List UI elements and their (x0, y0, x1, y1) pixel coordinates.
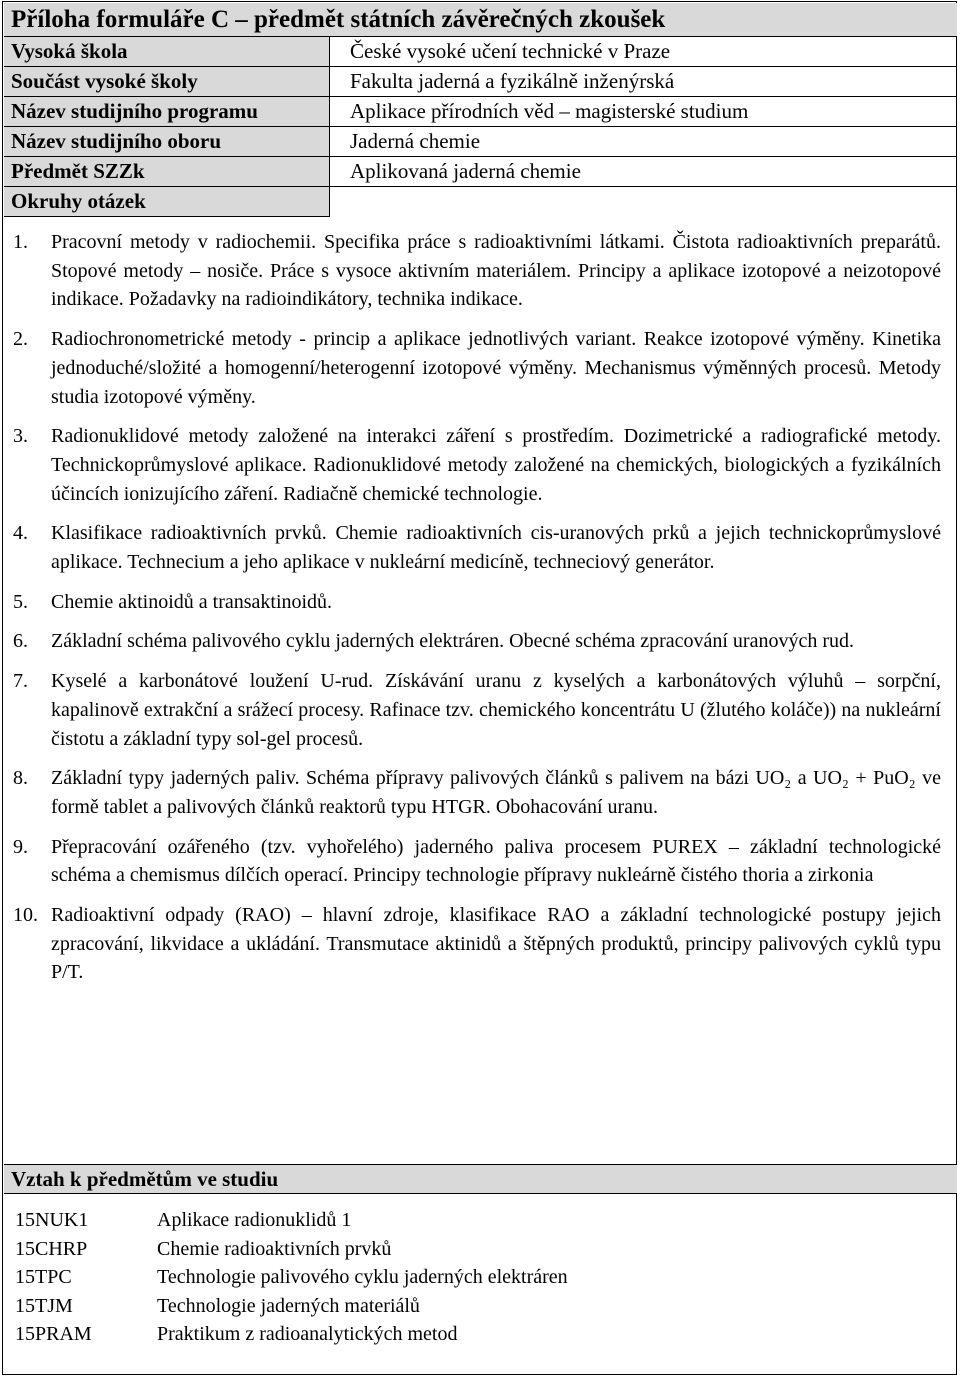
course-name: Praktikum z radioanalytických metod (157, 1323, 458, 1345)
course-row (15, 1235, 568, 1264)
question-text: Radiochronometrické metody - princip a aplikace jednotlivých variant. Reakce izotopové výměny. Kinetika jednoduché/složité a homogenní/heterogenní izotopové výměny. Mechanismus výměnných procesů. Metody studia izotopové výměny. (51, 328, 941, 408)
meta-label: Název studijního programu (4, 97, 330, 127)
meta-value: Aplikace přírodních věd – magisterské studium (330, 97, 957, 127)
meta-label: Předmět SZZk (4, 157, 330, 187)
question-number: 5. (13, 590, 28, 613)
course-name: Technologie palivového cyklu jaderných elektráren (157, 1266, 568, 1288)
question-text: Klasifikace radioaktivních prvků. Chemie radioaktivních cis-uranových prků a jejich technickoprůmyslové aplikace. Technecium a jeho aplikace v nukleární medicíně, techneciový generátor. (51, 522, 941, 574)
course-row (15, 1263, 568, 1292)
question-item (13, 228, 941, 314)
question-number: 1. (13, 231, 28, 253)
course-name: Technologie jaderných materiálů (157, 1294, 420, 1317)
document-frame (2, 1, 957, 1375)
course-row (15, 1292, 568, 1321)
document-title: Příloha formuláře C – předmět státních závěrečných zkoušek (4, 3, 957, 37)
question-item (13, 422, 941, 508)
question-list (13, 228, 941, 998)
question-text: Základní typy jaderných paliv. Schéma přípravy palivových článků s palivem na bázi UO₂ a UO₂ + PuO₂ ve formě tablet a palivových článků reaktorů typu HTGR. Obohacování uranu. (51, 767, 941, 818)
question-number: 4. (13, 522, 28, 545)
course-code: 15NUK1 (15, 1209, 89, 1231)
question-text: Přepracování ozářeného (tzv. vyhořelého) jaderného paliva procesem PUREX – základní technologické schéma a chemismus dílčích operací. Principy technologie přípravy nukleárně čistého thoria a zirkonia (51, 835, 941, 887)
question-number: 6. (13, 630, 28, 653)
meta-value: Aplikovaná jaderná chemie (330, 157, 957, 187)
topics-heading: Okruhy otázek (4, 187, 330, 217)
question-number: 10. (13, 904, 38, 927)
question-item (13, 667, 941, 753)
question-number: 7. (13, 670, 28, 693)
course-name: Chemie radioaktivních prvků (157, 1237, 392, 1260)
question-item (13, 588, 941, 617)
question-item (13, 325, 941, 411)
question-item (13, 833, 941, 890)
question-number: 3. (13, 425, 28, 448)
course-row (15, 1206, 568, 1235)
meta-label: Vysoká škola (4, 37, 330, 67)
meta-value: Fakulta jaderná a fyzikálně inženýrská (330, 67, 957, 97)
meta-label: Součást vysoké školy (4, 67, 330, 97)
meta-label: Název studijního oboru (4, 127, 330, 157)
question-item (13, 764, 941, 821)
question-number: 9. (13, 835, 28, 858)
course-code: 15CHRP (15, 1237, 88, 1260)
question-item (13, 519, 941, 576)
question-text: Radionuklidové metody založené na interakci záření s prostředím. Dozimetrické a radiografické metody. Technickoprůmyslové aplikace. Radionuklidové metody založené na chemických, biologických a fyzikálních účincích ionizujícího záření. Radiačně chemické technologie. (51, 425, 941, 505)
question-text: Základní schéma palivového cyklu jaderných elektráren. Obecné schéma zpracování uranových rud. (51, 630, 854, 653)
question-text: Radioaktivní odpady (RAO) – hlavní zdroje, klasifikace RAO a základní technologické postupy jejich zpracování, likvidace a ukládání. Transmutace aktinidů a štěpných produktů, principy palivových cyklů typu P/T. (51, 904, 941, 984)
question-number: 2. (13, 328, 28, 351)
question-text: Pracovní metody v radiochemii. Specifika práce s radioaktivními látkami. Čistota radioaktivních preparátů. Stopové metody – nosiče. Práce s vysoce aktivním materiálem. Principy a aplikace izotopové a neizotopové indikace. Požadavky na radioindikátory, technika indikace. (51, 231, 941, 311)
course-list (15, 1206, 568, 1349)
course-code: 15TPC (15, 1266, 72, 1288)
related-courses-heading: Vztah k předmětům ve studiu (4, 1164, 957, 1194)
course-code: 15TJM (15, 1294, 73, 1317)
course-name: Aplikace radionuklidů 1 (157, 1209, 352, 1231)
question-text: Chemie aktinoidů a transaktinoidů. (51, 590, 333, 613)
course-row (15, 1320, 568, 1349)
question-item (13, 901, 941, 987)
question-number: 8. (13, 767, 28, 790)
question-item (13, 627, 941, 656)
meta-value: Jaderná chemie (330, 127, 957, 157)
meta-value: České vysoké učení technické v Praze (330, 37, 957, 67)
course-code: 15PRAM (15, 1323, 92, 1345)
question-text: Kyselé a karbonátové loužení U-rud. Získávání uranu z kyselých a karbonátových výluhů – sorpční, kapalinově extrakční a srážecí procesy. Rafinace tzv. chemického koncentrátu U (žlutého koláče)) na nukleární čistotu a základní typy sol-gel procesů. (51, 670, 941, 750)
